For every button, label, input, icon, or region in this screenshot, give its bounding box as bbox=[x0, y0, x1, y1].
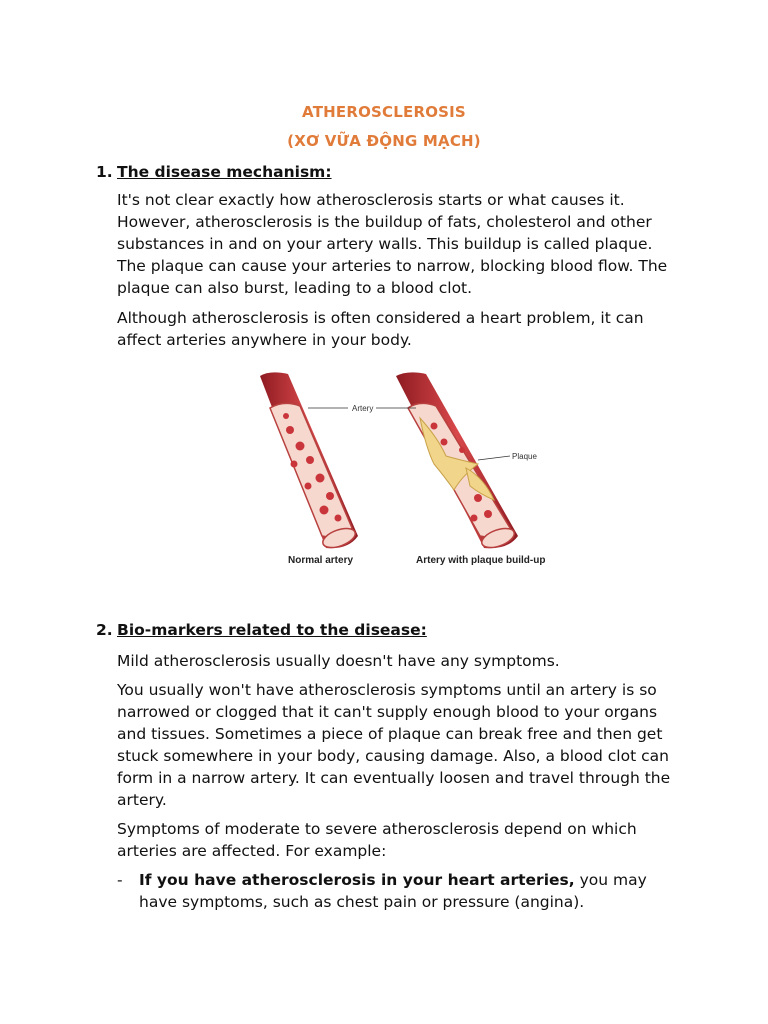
plaque-artery-drawing bbox=[396, 372, 518, 551]
section-2-paragraph-3: Symptoms of moderate to severe atherosclerosis depend on which arteries are affected. For example: bbox=[117, 820, 637, 860]
document-title: ATHEROSCLEROSIS bbox=[302, 103, 466, 121]
bullet-dash: - bbox=[117, 871, 123, 889]
section-2-paragraph-2: You usually won't have atherosclerosis symptoms until an artery is so narrowed or clogged that it can't supply enough blood to your organs and tissues. Sometimes a piece of plaque can break free and then get stuck somewhere in your body, causing damage. Also, a blood clot can form in a narrow artery. It can eventually loosen and travel through the artery. bbox=[117, 681, 671, 809]
bullet-text bbox=[139, 869, 679, 913]
section-1-heading-text: The disease mechanism: bbox=[117, 163, 332, 181]
section-2-paragraph-1: Mild atherosclerosis usually doesn't have any symptoms. bbox=[117, 652, 560, 670]
section-1-heading bbox=[96, 163, 332, 181]
section-1-paragraph-1: It's not clear exactly how atherosclerosis starts or what causes it. However, atherosclerosis is the buildup of fats, cholesterol and other substances in and on your artery walls. This buildup is called plaque. The plaque can cause your arteries to narrow, blocking blood flow. The plaque can also burst, leading to a blood clot. bbox=[117, 191, 668, 297]
plaque-artery-caption: Artery with plaque build-up bbox=[416, 555, 546, 566]
artery-label: Artery bbox=[352, 404, 374, 413]
section-2-number: 2. bbox=[96, 621, 113, 639]
plaque-label: Plaque bbox=[512, 452, 537, 461]
bullet-bold-text: If you have atherosclerosis in your heart arteries, bbox=[139, 871, 575, 889]
section-1-number: 1. bbox=[96, 163, 113, 181]
document-subtitle: (XƠ VỮA ĐỘNG MẠCH) bbox=[287, 132, 481, 150]
normal-artery-drawing bbox=[260, 372, 358, 551]
section-2-heading-text: Bio-markers related to the disease: bbox=[117, 621, 427, 639]
bullet-rest-text: you may have symptoms, such as chest pain or pressure (angina). bbox=[139, 871, 647, 911]
plaque-leader-line bbox=[478, 456, 510, 460]
section-2-heading bbox=[96, 621, 427, 639]
section-1-paragraph-2: Although atherosclerosis is often considered a heart problem, it can affect arteries anywhere in your body. bbox=[117, 309, 644, 349]
artery-illustration bbox=[248, 368, 578, 578]
normal-artery-caption: Normal artery bbox=[288, 555, 354, 566]
